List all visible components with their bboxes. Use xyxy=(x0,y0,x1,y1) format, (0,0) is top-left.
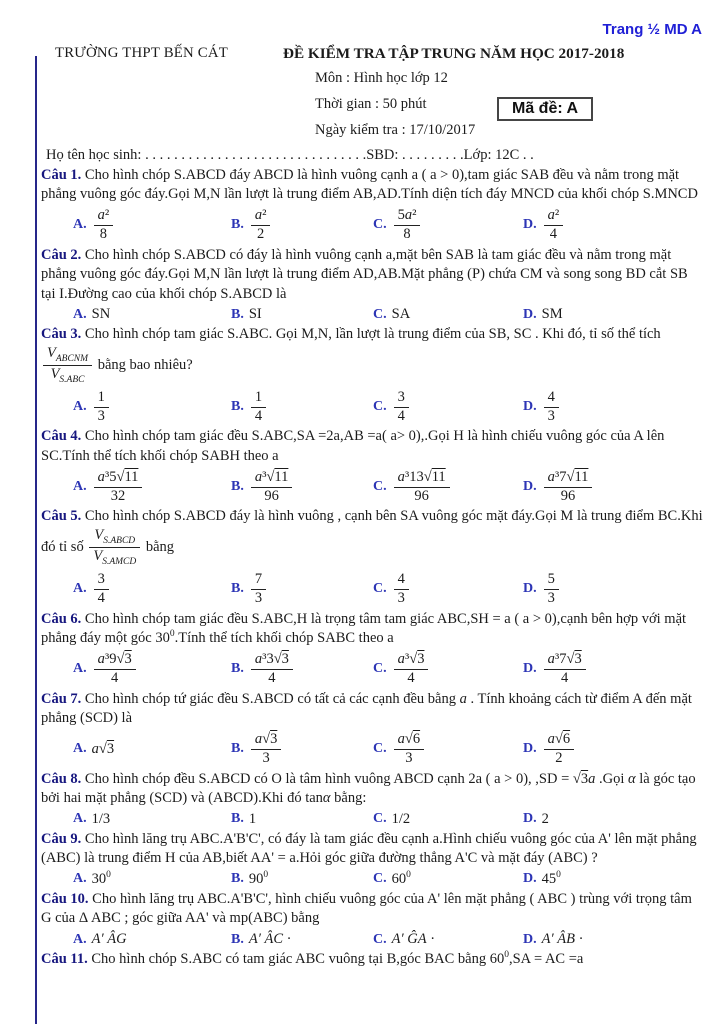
option-value: $\frac{\text{a³9√3}}{4}$ xyxy=(92,651,138,688)
option-item xyxy=(73,651,231,688)
option-key: A. xyxy=(73,871,87,887)
options-row xyxy=(41,931,704,948)
option-value: $90^0$ xyxy=(248,870,269,887)
option-value: $\frac{a√6}{2}$ xyxy=(542,731,576,768)
option-item xyxy=(523,469,704,506)
option-value: $\frac{\text{5a²}}{8}$ xyxy=(392,207,423,244)
option-item xyxy=(373,389,523,426)
option-item xyxy=(231,571,373,608)
option-value: 2 xyxy=(541,810,549,827)
option-value: $\frac{\text{a³7√3}}{4}$ xyxy=(542,651,588,688)
question-body: Cho hình chóp tam giác S.ABC. Gọi M,N, lần lượt là trung điểm của SB, SC . Khi đó, tỉ số thể tích $\frac{V_{ABCNM}}{V_{S.ABC}}$ bằng bao nhiêu? xyxy=(41,326,661,373)
question-item xyxy=(41,507,704,607)
option-item xyxy=(231,811,373,828)
option-value: $\frac{\text{a³7√11}}{96}$ xyxy=(542,469,595,506)
option-key: C. xyxy=(373,931,387,947)
option-item xyxy=(523,811,704,828)
option-key: A. xyxy=(73,661,87,677)
option-value: $\frac{\text{a²}}{2}$ xyxy=(249,207,273,244)
question-label: Câu 11. xyxy=(41,951,88,968)
option-value: a√3 xyxy=(91,740,115,757)
question-label: Câu 5. xyxy=(41,508,82,525)
option-key: A. xyxy=(73,479,87,494)
page-left-border xyxy=(35,56,37,1024)
option-key: B. xyxy=(231,306,244,322)
option-value: A′ ÂG xyxy=(91,931,127,948)
option-value: $\frac{a√6}{3}$ xyxy=(392,731,426,768)
option-key: B. xyxy=(231,217,244,233)
option-key: D. xyxy=(523,306,537,322)
option-value: $\frac{4}{3}$ xyxy=(392,571,411,608)
option-key: D. xyxy=(523,217,537,233)
option-key: C. xyxy=(373,217,387,233)
option-value: $\frac{\text{a³13√11}}{96}$ xyxy=(392,469,452,506)
option-value: $45^0$ xyxy=(541,870,561,887)
option-item xyxy=(231,931,373,948)
option-item xyxy=(231,389,373,426)
question-body: Cho hình lăng trụ ABC.A'B'C', hình chiếu vuông góc của A' lên mặt phẳng ( ABC ) trùng với trọng tâm G của Δ ABC ; góc giữa AA' và mp(ABC) bằng xyxy=(41,890,692,927)
option-value: SA xyxy=(391,306,411,323)
duration-line: Thời gian : 50 phút xyxy=(315,95,427,112)
option-key: D. xyxy=(523,399,537,414)
student-info-line: Họ tên học sinh: . . . . . . . . . . . . . . . . . . . . . . . . . . . . . . .SBD: . . . . . . . . .Lớp: 12C . . xyxy=(46,146,534,163)
question-label: Câu 3. xyxy=(41,326,82,343)
option-key: B. xyxy=(231,871,244,887)
option-key: C. xyxy=(373,479,387,494)
option-key: C. xyxy=(373,581,387,597)
option-value: SI xyxy=(248,306,262,323)
option-value: SM xyxy=(541,306,563,323)
questions-list xyxy=(41,166,704,970)
option-value: $\frac{1}{4}$ xyxy=(249,389,268,426)
option-value: $\frac{\text{a³√11}}{96}$ xyxy=(249,469,295,506)
options-row xyxy=(41,731,704,768)
option-key: A. xyxy=(73,306,87,322)
option-value: $\frac{3}{4}$ xyxy=(92,571,111,608)
option-value: $\frac{\text{a²}}{8}$ xyxy=(92,207,116,244)
option-key: D. xyxy=(523,741,537,757)
option-item xyxy=(73,571,231,608)
option-item xyxy=(523,571,704,608)
question-body: Cho hình chóp đều S.ABCD có O là tâm hình vuông ABCD cạnh 2a ( a > 0), ,SD = √3a .Gọi α là góc tạo bởi hai mặt phẳng (SCD) và (ABCD).Khi đó tanα bằng: xyxy=(41,770,696,807)
option-item xyxy=(73,811,231,828)
question-label: Câu 7. xyxy=(41,690,82,707)
option-value: $\frac{\text{a²}}{4}$ xyxy=(542,207,566,244)
options-row xyxy=(41,389,704,426)
question-label: Câu 8. xyxy=(41,770,82,787)
question-item xyxy=(41,690,704,768)
option-key: B. xyxy=(231,931,244,947)
option-item xyxy=(231,651,373,688)
option-item xyxy=(523,931,704,948)
question-body: Cho hình chóp S.ABCD có đáy là hình vuông cạnh a,mặt bên SAB là tam giác đều và nằm trong mặt phẳng vuông góc đáy.Gọi M,N lần lượt là trung điểm AD,AB.Mặt phẳng (P) chứa CM và song song BD cắt SB tại I.Đường cao của khối chóp S.ABCD là xyxy=(41,246,688,302)
option-item xyxy=(231,306,373,323)
option-value: $60^0$ xyxy=(391,870,411,887)
option-item xyxy=(523,871,704,888)
option-value: A′ ĜA · xyxy=(391,931,436,948)
question-body: Cho hình lăng trụ ABC.A'B'C', có đáy là tam giác đều cạnh a.Hình chiếu vuông góc của A' lên mặt phẳng (ABC) là trung điểm H của AB,biết AA' = a.Hỏi góc giữa đường thẳng A'C và mặt đáy (ABC) ? xyxy=(41,830,697,867)
option-value: $\frac{\text{a³5√11}}{32}$ xyxy=(92,469,145,506)
option-key: C. xyxy=(373,741,387,757)
question-item xyxy=(41,246,704,324)
option-key: C. xyxy=(373,306,387,322)
option-item xyxy=(373,931,523,948)
option-key: B. xyxy=(231,581,244,597)
question-body: Cho hình chóp S.ABC có tam giác ABC vuông tại B,góc BAC bằng $60^0,SA$ = AC =a xyxy=(91,950,584,968)
option-item xyxy=(73,389,231,426)
option-key: A. xyxy=(73,931,87,947)
option-key: A. xyxy=(73,741,87,757)
options-row xyxy=(41,571,704,608)
option-item xyxy=(73,306,231,323)
option-key: B. xyxy=(231,661,244,677)
option-key: A. xyxy=(73,399,87,414)
date-line: Ngày kiểm tra : 17/10/2017 xyxy=(315,121,476,138)
option-item xyxy=(523,207,704,244)
option-key: B. xyxy=(231,479,244,494)
option-item xyxy=(523,389,704,426)
question-label: Câu 10. xyxy=(41,890,89,907)
question-label: Câu 2. xyxy=(41,246,82,263)
option-key: B. xyxy=(231,811,244,827)
option-item xyxy=(231,871,373,888)
option-item xyxy=(73,741,231,758)
question-label: Câu 4. xyxy=(41,428,82,445)
question-body: Cho hình chóp S.ABCD đáy là hình vuông , cạnh bên SA vuông góc mặt đáy.Gọi M là trung điểm BC.Khi đó tỉ số $\frac{V_{S.ABCD}}{V_{S.AMCD}}$ bằng xyxy=(41,508,703,568)
option-item xyxy=(231,469,373,506)
option-value: $\frac{3}{4}$ xyxy=(392,389,411,426)
option-item xyxy=(523,731,704,768)
option-key: D. xyxy=(523,811,537,827)
question-body: Cho hình chóp tam giác đều S.ABC,H là trọng tâm tam giác ABC,SH = a ( a > 0),cạnh bên hợp với mặt phẳng đáy một góc $30^0.Tính$ thể tích khối chóp SABC theo a xyxy=(41,610,687,647)
option-item xyxy=(231,207,373,244)
option-value: $\frac{4}{3}$ xyxy=(542,389,561,426)
option-item xyxy=(373,871,523,888)
option-key: B. xyxy=(231,741,244,757)
option-value: 1 xyxy=(248,810,257,827)
question-body: Cho hình chóp tam giác đều S.ABC,SA =2a,AB =a( a> 0),.Gọi H là hình chiếu vuông góc của A lên SC.Tính thể tích khối chóp SABH theo a xyxy=(41,428,665,464)
school-name: TRƯỜNG THPT BẾN CÁT xyxy=(55,45,228,61)
options-row xyxy=(41,207,704,244)
option-key: D. xyxy=(523,581,537,597)
option-value: 1/3 xyxy=(91,810,111,827)
question-label: Câu 6. xyxy=(41,610,82,627)
question-body: Cho hình chóp S.ABCD đáy ABCD là hình vuông cạnh a ( a > 0),tam giác SAB đều và nằm trong mặt phẳng vuông góc đáy.Gọi M,N lần lượt là trung điểm AB,AD.Tính diện tích đáy MNCD của khối chóp S.MNCD xyxy=(41,166,698,203)
option-key: C. xyxy=(373,661,387,677)
exam-code-box: Mã đề: A xyxy=(497,97,593,121)
option-item xyxy=(373,731,523,768)
option-item xyxy=(373,207,523,244)
options-row xyxy=(41,306,704,323)
question-label: Câu 1. xyxy=(41,166,82,183)
options-row xyxy=(41,811,704,828)
option-value: A′ ÂB · xyxy=(541,931,584,948)
question-label: Câu 9. xyxy=(41,830,82,847)
option-value: $\frac{7}{3}$ xyxy=(249,571,268,608)
question-item xyxy=(41,770,704,828)
option-key: A. xyxy=(73,811,87,827)
question-item xyxy=(41,166,704,244)
option-key: C. xyxy=(373,399,387,414)
options-row xyxy=(41,469,704,506)
question-item xyxy=(41,890,704,948)
option-value: A′ ÂC · xyxy=(248,931,292,948)
option-item xyxy=(73,931,231,948)
option-key: D. xyxy=(523,661,537,677)
subject-line: Môn : Hình học lớp 12 xyxy=(315,70,448,86)
option-item xyxy=(73,207,231,244)
option-item xyxy=(73,469,231,506)
option-item xyxy=(373,651,523,688)
option-key: C. xyxy=(373,871,387,887)
option-item xyxy=(523,651,704,688)
option-item xyxy=(373,469,523,506)
exam-title: ĐỀ KIỂM TRA TẬP TRUNG NĂM HỌC 2017-2018 xyxy=(283,45,625,62)
header-row xyxy=(0,45,724,63)
option-key: D. xyxy=(523,479,537,494)
option-key: D. xyxy=(523,931,537,947)
option-key: B. xyxy=(231,399,244,414)
question-item xyxy=(41,950,704,970)
option-item xyxy=(231,731,373,768)
option-value: $\frac{5}{3}$ xyxy=(542,571,561,608)
question-item xyxy=(41,427,704,505)
option-item xyxy=(373,571,523,608)
option-value: $30^0$ xyxy=(91,870,111,887)
question-body: Cho hình chóp tứ giác đều S.ABCD có tất cả các cạnh đều bằng a . Tính khoảng cách từ điểm A đến mặt phẳng (SCD) là xyxy=(41,690,692,727)
option-key: A. xyxy=(73,581,87,597)
options-row xyxy=(41,871,704,888)
option-item xyxy=(373,306,523,323)
option-value: $\frac{a√3}{3}$ xyxy=(249,731,283,768)
option-item xyxy=(523,306,704,323)
option-value: SN xyxy=(91,306,111,323)
option-value: $\frac{\text{a³√3}}{4}$ xyxy=(392,651,431,688)
question-item xyxy=(41,325,704,425)
question-item xyxy=(41,830,704,888)
option-item xyxy=(73,871,231,888)
option-value: 1/2 xyxy=(391,810,411,827)
option-value: $\frac{\text{a³3√3}}{4}$ xyxy=(249,651,295,688)
option-key: D. xyxy=(523,871,537,887)
option-key: C. xyxy=(373,811,387,827)
option-key: A. xyxy=(73,217,87,233)
question-item xyxy=(41,610,704,688)
option-item xyxy=(373,811,523,828)
options-row xyxy=(41,651,704,688)
page-tag: Trang ½ MD A xyxy=(602,21,702,38)
option-value: $\frac{1}{3}$ xyxy=(92,389,111,426)
